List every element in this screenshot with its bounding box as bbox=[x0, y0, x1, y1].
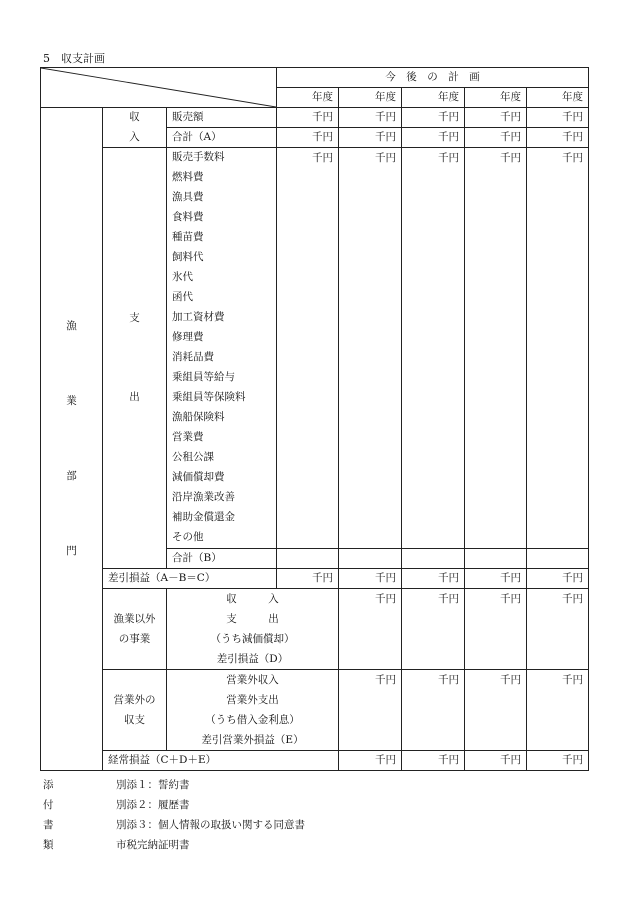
expense-item: 函代 bbox=[172, 291, 193, 303]
empty-cell bbox=[339, 549, 402, 569]
expense-item: 氷代 bbox=[172, 271, 193, 283]
header-row-plan bbox=[41, 68, 589, 88]
expense-item: 減価償却費 bbox=[172, 471, 225, 483]
expense-item-list bbox=[167, 148, 277, 549]
row-non-operating bbox=[41, 670, 589, 751]
non-operating-item: 差引営業外損益（E） bbox=[201, 734, 304, 746]
unit-cell: 千円 bbox=[402, 670, 465, 751]
attachments-list bbox=[116, 775, 305, 855]
unit-cell: 千円 bbox=[402, 148, 465, 549]
fishery-char: 部 bbox=[66, 470, 77, 482]
unit-cell: 千円 bbox=[527, 148, 589, 549]
attachment-item: 別添３：個人情報の取扱い関する同意書 bbox=[116, 819, 305, 831]
non-fishery-item: 差引損益（D） bbox=[216, 653, 289, 665]
expense-item: 燃料費 bbox=[172, 171, 204, 183]
non-operating-item: （うち借入金利息） bbox=[205, 714, 300, 726]
attachment-item: 別添１：誓約書 bbox=[116, 779, 190, 791]
expense-item: 食料費 bbox=[172, 211, 204, 223]
income-item: 販売額 bbox=[167, 108, 277, 128]
unit-cell: 千円 bbox=[402, 589, 465, 670]
empty-cell bbox=[465, 549, 527, 569]
unit-cell: 千円 bbox=[527, 589, 589, 670]
non-fishery-item: 収 入 bbox=[226, 593, 279, 605]
corner-diagonal-cell bbox=[41, 68, 277, 108]
non-fishery-label bbox=[103, 589, 167, 670]
unit-cell: 千円 bbox=[465, 589, 527, 670]
unit-cell: 千円 bbox=[339, 751, 402, 771]
row-fishery-balance bbox=[41, 569, 589, 589]
non-fishery-items bbox=[167, 589, 339, 670]
expense-item: 乗組員等給与 bbox=[172, 371, 235, 383]
non-fishery-label-line: 漁業以外 bbox=[113, 613, 156, 625]
unit-cell: 千円 bbox=[339, 670, 402, 751]
empty-cell bbox=[402, 549, 465, 569]
section-title: 5 収支計画 bbox=[43, 52, 105, 65]
non-operating-label-line: 収支 bbox=[124, 714, 145, 726]
fishery-balance-label: 差引損益（A－B＝C） bbox=[103, 569, 277, 589]
unit-cell: 千円 bbox=[402, 751, 465, 771]
non-operating-item: 営業外収入 bbox=[226, 674, 279, 686]
empty-cell bbox=[527, 549, 589, 569]
non-operating-label-line: 営業外の bbox=[113, 694, 156, 706]
unit-cell: 千円 bbox=[339, 589, 402, 670]
unit-cell: 千円 bbox=[527, 670, 589, 751]
expense-item: 修理費 bbox=[172, 331, 204, 343]
expense-item: 公租公課 bbox=[172, 451, 214, 463]
unit-cell: 千円 bbox=[339, 569, 402, 589]
unit-cell: 千円 bbox=[527, 751, 589, 771]
unit-cell: 千円 bbox=[527, 569, 589, 589]
non-fishery-item: 支 出 bbox=[226, 613, 279, 625]
expense-item: 販売手数料 bbox=[172, 151, 225, 163]
expense-item: 漁船保険料 bbox=[172, 411, 225, 423]
expense-total-label: 合計（B） bbox=[167, 549, 277, 569]
unit-cell: 千円 bbox=[339, 108, 402, 128]
unit-cell: 千円 bbox=[465, 569, 527, 589]
unit-cell: 千円 bbox=[402, 128, 465, 148]
fishery-char: 門 bbox=[66, 545, 77, 557]
expense-item: 沿岸漁業改善 bbox=[172, 491, 235, 503]
row-sales bbox=[41, 108, 589, 128]
row-non-fishery bbox=[41, 589, 589, 670]
unit-cell: 千円 bbox=[402, 569, 465, 589]
attachment-item: 別添２：履歴書 bbox=[116, 799, 190, 811]
unit-cell: 千円 bbox=[465, 108, 527, 128]
income-expense-plan-table bbox=[40, 67, 589, 771]
unit-cell: 千円 bbox=[465, 670, 527, 751]
expense-item: 種苗費 bbox=[172, 231, 204, 243]
expense-item: 補助金償還金 bbox=[172, 511, 235, 523]
unit-cell: 千円 bbox=[527, 108, 589, 128]
year-cell: 年度 bbox=[402, 88, 465, 108]
unit-cell: 千円 bbox=[277, 569, 339, 589]
expense-item: 漁具費 bbox=[172, 191, 204, 203]
unit-cell: 千円 bbox=[277, 128, 339, 148]
expense-char: 支 bbox=[129, 312, 140, 324]
expense-item: 消耗品費 bbox=[172, 351, 214, 363]
unit-cell: 千円 bbox=[277, 148, 339, 549]
unit-cell: 千円 bbox=[465, 751, 527, 771]
expense-item: その他 bbox=[172, 531, 204, 543]
row-expenses bbox=[41, 148, 589, 549]
non-operating-items bbox=[167, 670, 339, 751]
expense-item: 営業費 bbox=[172, 431, 204, 443]
unit-cell: 千円 bbox=[527, 128, 589, 148]
unit-cell: 千円 bbox=[465, 148, 527, 549]
expense-char: 出 bbox=[129, 391, 140, 403]
year-cell: 年度 bbox=[339, 88, 402, 108]
income-char: 収 bbox=[103, 108, 167, 128]
unit-cell: 千円 bbox=[465, 128, 527, 148]
empty-cell bbox=[277, 549, 339, 569]
attachment-item: 市税完納証明書 bbox=[116, 839, 190, 851]
plan-header: 今 後 の 計 画 bbox=[277, 68, 589, 88]
income-char: 入 bbox=[103, 128, 167, 148]
unit-cell: 千円 bbox=[339, 148, 402, 549]
non-fishery-item: （うち減価償却） bbox=[210, 633, 295, 645]
expense-item: 飼料代 bbox=[172, 251, 204, 263]
expense-item: 加工資材費 bbox=[172, 311, 225, 323]
attachments-label: 添付書類 bbox=[43, 779, 54, 851]
non-operating-item: 営業外支出 bbox=[226, 694, 279, 706]
year-cell: 年度 bbox=[527, 88, 589, 108]
income-item: 合計（A） bbox=[167, 128, 277, 148]
row-income-total bbox=[41, 128, 589, 148]
row-ordinary-profit bbox=[41, 751, 589, 771]
fishery-char: 漁 bbox=[66, 320, 77, 332]
expense-label bbox=[103, 148, 167, 569]
non-operating-label bbox=[103, 670, 167, 751]
unit-cell: 千円 bbox=[277, 108, 339, 128]
fishery-char: 業 bbox=[66, 395, 77, 407]
non-fishery-label-line: の事業 bbox=[118, 633, 151, 645]
year-cell: 年度 bbox=[465, 88, 527, 108]
unit-cell: 千円 bbox=[402, 108, 465, 128]
ordinary-profit-label: 経常損益（C＋D＋E） bbox=[103, 751, 339, 771]
expense-item: 乗組員等保険料 bbox=[172, 391, 246, 403]
unit-cell: 千円 bbox=[339, 128, 402, 148]
fishery-group-label bbox=[41, 108, 103, 771]
year-cell: 年度 bbox=[277, 88, 339, 108]
